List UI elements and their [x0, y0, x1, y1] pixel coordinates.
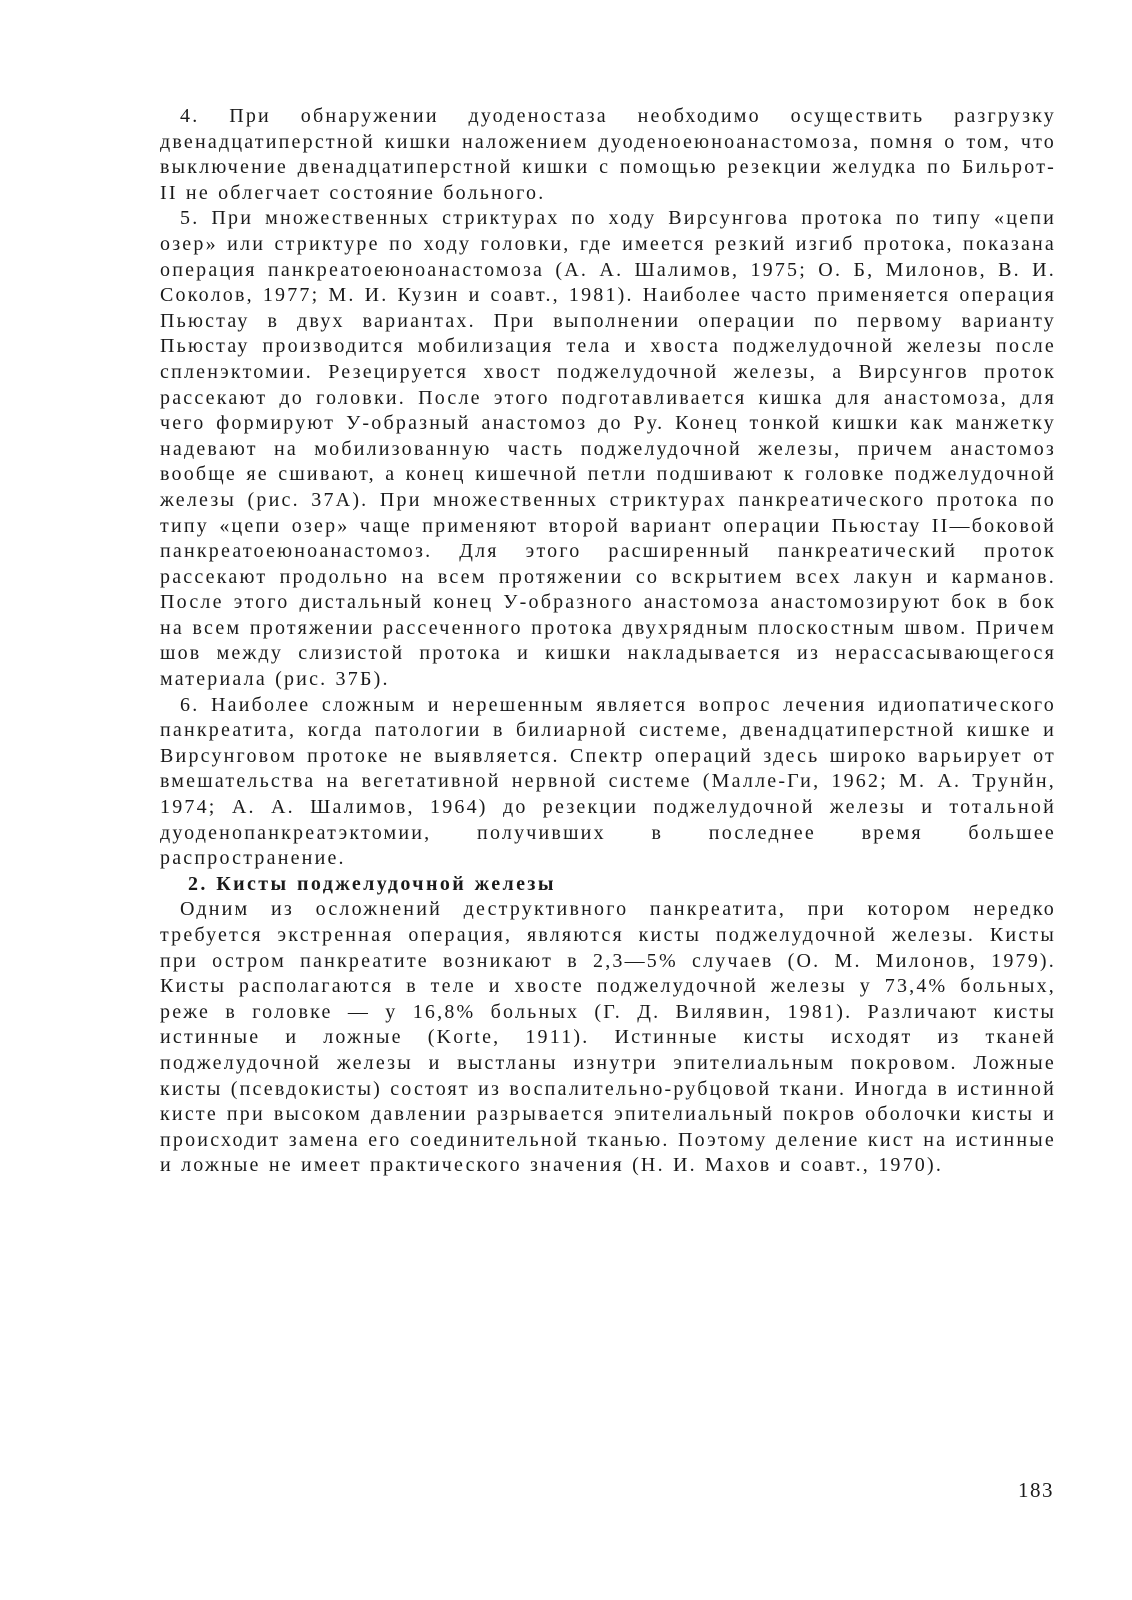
paragraph-item-4: 4. При обнаружении дуоденостаза необходимо осуществить разгрузку двенадцатиперстной кишки наложением дуоденоеюноанастомоза, помня о том, что выключение двенадцатиперстной кишки с помощью резекции желудка по Бильрот-II не облегчает состояние больного.: [160, 105, 1056, 204]
page-body: [160, 104, 1056, 1179]
section-paragraph: Одним из осложнений деструктивного панкреатита, при котором нередко требуется экстренная операция, являются кисты поджелудочной железы. Кисты при остром панкреатите возникают в 2,3—5% случаев (О. М. Милонов, 1979). Кисты располагаются в теле и хвосте поджелудочной железы у 73,4% больных, реже в головке — у 16,8% больных (Г. Д. Вилявин, 1981). Различают кисты истинные и ложные (Korte, 1911). Истинные кисты исходят из тканей поджелудочной железы и выстланы изнутри эпителиальным покровом. Ложные кисты (псевдокисты) состоят из воспалительно-рубцовой ткани. Иногда в истинной кисте при высоком давлении разрывается эпителиальный покров оболочки кисты и происходит замена его соединительной тканью. Поэтому деление кист на истинные и ложные не имеет практического значения (Н. И. Махов и соавт., 1970).: [160, 898, 1056, 1177]
section-heading: 2. Кисты поджелудочной железы: [188, 872, 556, 895]
page-number: 183: [1018, 1478, 1054, 1502]
paragraph-item-6: 6. Наиболее сложным и нерешенным является вопрос лечения идиопатического панкреатита, когда патологии в билиарной системе, двенадцатиперстной кишке и Вирсунговом протоке не выявляется. Спектр операций здесь широко варьирует от вмешательства на вегетативной нервной системе (Малле-Ги, 1962; М. А. Трунйн, 1974; А. А. Шалимов, 1964) до резекции поджелудочной железы и тотальной дуоденопанкреатэктомии, получивших в последнее время большее распространение.: [160, 693, 1056, 870]
paragraph-item-5: 5. При множественных стриктурах по ходу Вирсунгова протока по типу «цепи озер» или стриктуре по ходу головки, где имеется резкий изгиб протока, показана операция панкреатоеюноанастомоза (А. А. Шалимов, 1975; О. Б, Милонов, В. И. Соколов, 1977; М. И. Кузин и соавт., 1981). Наиболее часто применяется операция Пьюстау в двух вариантах. При выполнении операции по первому варианту Пьюстау производится мобилизация тела и хвоста поджелудочной железы после спленэктомии. Резецируется хвост поджелудочной железы, а Вирсунгов проток рассекают до головки. После этого подготавливается кишка для анастомоза, для чего формируют У-образный анастомоз до Ру. Конец тонкой кишки как манжетку надевают на мобилизованную часть поджелудочной железы, причем анастомоз вообще яе сшивают, а конец кишечной петли подшивают к головке поджелудочной железы (рис. 37А). При множественных стриктурах панкреатического протока по типу «цепи озер» чаще применяют второй вариант операции Пьюстау II—боковой панкреатоеюноанастомоз. Для этого расширенный панкреатический проток рассекают продольно на всем протяжении со вскрытием всех лакун и карманов. После этого дистальный конец У-образного анастомоза анастомозируют бок в бок на всем протяжении рассеченного протока двухрядным плоскостным швом. Причем шов между слизистой протока и кишки накладывается из нерассасывающегося материала (рис. 37Б).: [160, 207, 1056, 691]
